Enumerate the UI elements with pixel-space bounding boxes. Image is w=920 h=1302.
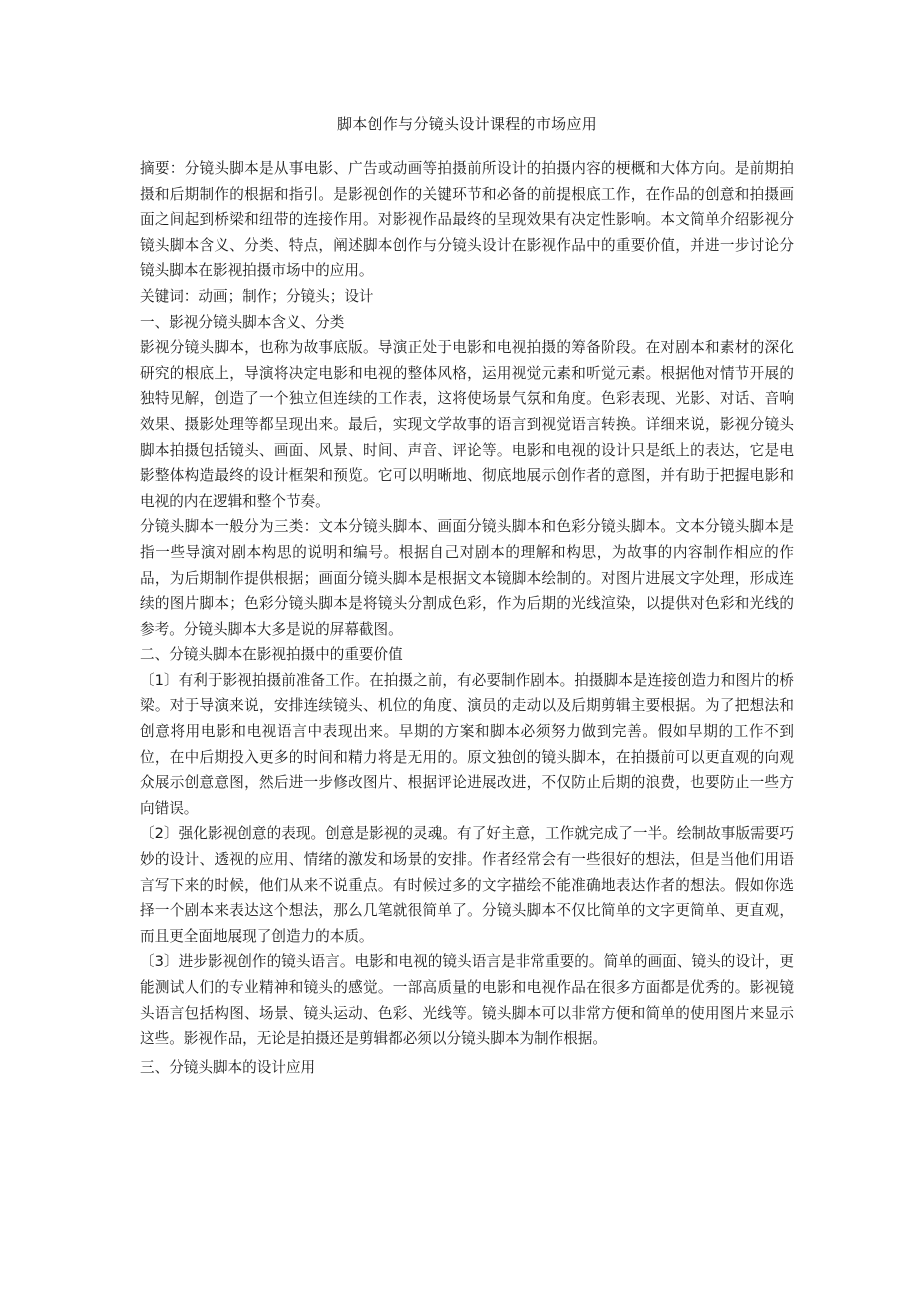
- section-1-paragraph-1: 影视分镜头脚本，也称为故事底版。导演正处于电影和电视拍摄的筹备阶段。在对剧本和素材的深化研究的根底上，导演将决定电影和电视的整体风格，运用视觉元素和听觉元素。根据他对情节开展的独特见解，创造了一个独立但连续的工作表，这将使场景气氛和角度。色彩表现、光影、对话、音响效果、摄影处理等都呈现出来。最后，实现文学故事的语言到视觉语言转换。详细来说，影视分镜头脚本拍摄包括镜头、画面、风景、时间、声音、评论等。电影和电视的设计只是纸上的表达，它是电影整体构造最终的设计框架和预览。它可以明晰地、彻底地展示创作者的意图，并有助于把握电影和电视的内在逻辑和整个节奏。: [140, 339, 794, 510]
- keywords-line: 关键词：动画；制作；分镜头；设计: [140, 287, 374, 305]
- section-1-paragraph-2: 分镜头脚本一般分为三类：文本分镜头脚本、画面分镜头脚本和色彩分镜头脚本。文本分镜头脚本是指一些导演对剧本构思的说明和编号。根据自己对剧本的理解和构思，为故事的内容制作相应的作品，为后期制作提供根据；画面分镜头脚本是根据文本镜脚本绘制的。对图片进展文字处理，形成连续的图片脚本；色彩分镜头脚本是将镜头分割成色彩，作为后期的光线渲染，以提供对色彩和光线的参考。分镜头脚本大多是说的屏幕截图。: [140, 518, 794, 638]
- section-2-paragraph-2: 〔2〕强化影视创意的表现。创意是影视的灵魂。有了好主意，工作就完成了一半。绘制故事版需要巧妙的设计、透视的应用、情绪的激发和场景的安排。作者经常会有一些很好的想法，但是当他们用语言写下来的时候，他们从来不说重点。有时候过多的文字描绘不能准确地表达作者的想法。假如你选择一个剧本来表达这个想法，那么几笔就很简单了。分镜头脚本不仅比简单的文字更简单、更直观，而且更全面地展现了创造力的本质。: [140, 825, 794, 945]
- section-2-paragraph-3: 〔3〕进步影视创作的镜头语言。电影和电视的镜头语言是非常重要的。简单的画面、镜头的设计，更能测试人们的专业精神和镜头的感觉。一部高质量的电影和电视作品在很多方面都是优秀的。影视镜头语言包括构图、场景、镜头运动、色彩、光线等。镜头脚本可以非常方便和简单的使用图片来显示这些。影视作品，无论是拍摄还是剪辑都必须以分镜头脚本为制作根据。: [140, 953, 794, 1048]
- section-2-paragraph-1: 〔1〕有利于影视拍摄前准备工作。在拍摄之前，有必要制作剧本。拍摄脚本是连接创造力和图片的桥梁。对于导演来说，安排连续镜头、机位的角度、演员的走动以及后期剪辑主要根据。为了把想法和创意将用电影和电视语言中表现出来。早期的方案和脚本必须努力做到完善。假如早期的工作不到位，在中后期投入更多的时间和精力将是无用的。原文独创的镜头脚本，在拍摄前可以更直观的向观众展示创意意图，然后进一步修改图片、根据评论进展改进，不仅防止后期的浪费，也要防止一些方向错误。: [140, 671, 794, 817]
- document-title: 脚本创作与分镜头设计课程的市场应用: [336, 115, 598, 133]
- section-2-heading: 二、分镜头脚本在影视拍摄中的重要价值: [140, 646, 403, 664]
- abstract-paragraph: 摘要：分镜头脚本是从事电影、广告或动画等拍摄前所设计的拍摄内容的梗概和大体方向。是前期拍摄和后期制作的根据和指引。是影视创作的关键环节和必备的前提根底工作，在作品的创意和拍摄画面之间起到桥梁和纽带的连接作用。对影视作品最终的呈现效果有决定性影响。本文简单介绍影视分镜头脚本含义、分类、特点，阐述脚本创作与分镜头设计在影视作品中的重要价值，并进一步讨论分镜头脚本在影视拍摄市场中的应用。: [140, 160, 794, 280]
- section-1-heading: 一、影视分镜头脚本含义、分类: [140, 313, 345, 331]
- section-3-heading: 三、分镜头脚本的设计应用: [140, 1058, 316, 1076]
- document-page: [140, 112, 794, 1080]
